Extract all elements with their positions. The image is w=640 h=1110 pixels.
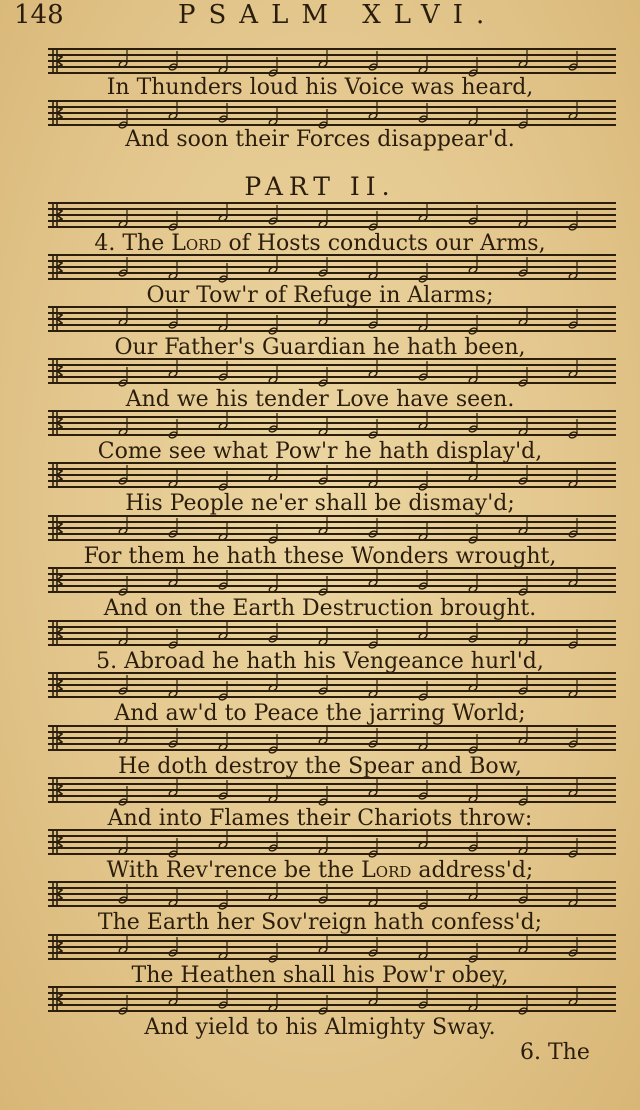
staff-line	[48, 789, 616, 791]
music-note-icon	[518, 673, 530, 697]
music-note-icon	[418, 200, 430, 224]
lyric-line: He doth destroy the Spear and Bow,	[118, 754, 522, 779]
lyric-line: In Thunders loud his Voice was heard,	[106, 75, 534, 100]
lyric-line: And aw'd to Peace the jarring World;	[114, 701, 526, 726]
staff-line	[48, 737, 616, 739]
music-staff	[48, 202, 616, 228]
music-staff	[48, 725, 616, 751]
music-note-icon	[518, 206, 530, 230]
staff-line	[48, 106, 616, 108]
music-note-icon	[318, 414, 330, 438]
music-note-icon	[218, 310, 230, 334]
lord-small-caps: Lord	[171, 231, 222, 256]
music-note-icon	[268, 411, 280, 435]
music-note-icon	[418, 52, 430, 76]
staff-line	[48, 202, 616, 204]
music-note-icon	[218, 568, 230, 592]
music-note-icon	[418, 310, 430, 334]
staff-line	[48, 60, 616, 62]
staff-line	[48, 539, 616, 541]
lyric-text: address'd;	[411, 858, 534, 883]
staff-line	[48, 66, 616, 68]
music-note-icon	[468, 571, 480, 595]
staff-line	[48, 1010, 616, 1012]
music-note-icon	[118, 206, 130, 230]
music-note-icon	[468, 362, 480, 386]
lyric-line: And on the Earth Destruction brought.	[103, 596, 537, 621]
staff-line	[48, 801, 616, 803]
music-note-icon	[168, 935, 180, 959]
music-note-icon	[568, 258, 580, 282]
music-note-icon	[568, 935, 580, 959]
music-note-icon	[468, 830, 480, 854]
staff-line	[48, 678, 616, 680]
staff-line	[48, 690, 616, 692]
clef-icon	[51, 515, 63, 541]
staff-line	[48, 835, 616, 837]
staff-line	[48, 684, 616, 686]
music-note-icon	[568, 307, 580, 331]
clef-icon	[51, 100, 63, 126]
music-note-icon	[468, 104, 480, 128]
lyric-line: The Heathen shall his Pow'r obey,	[131, 963, 509, 988]
lyric-line: And soon their Forces disappear'd.	[125, 127, 515, 152]
music-note-icon	[368, 466, 380, 490]
clef-icon	[51, 620, 63, 646]
staff-line	[48, 626, 616, 628]
music-note-icon	[518, 463, 530, 487]
lyric-text: of Hosts conducts our Arms,	[221, 231, 546, 256]
music-staff	[48, 934, 616, 960]
music-note-icon	[218, 359, 230, 383]
music-note-icon	[168, 49, 180, 73]
lyric-text: With Rev'rence be the	[106, 858, 362, 883]
staff-line	[48, 416, 616, 418]
music-staff	[48, 515, 616, 541]
staff-line	[48, 958, 616, 960]
staff-line	[48, 214, 616, 216]
staff-line	[48, 118, 616, 120]
staff-line	[48, 638, 616, 640]
music-note-icon	[218, 52, 230, 76]
staff-line	[48, 474, 616, 476]
psalm-title: PSALM XLVI.	[178, 0, 498, 30]
staff-line	[48, 887, 616, 889]
staff-line	[48, 208, 616, 210]
music-note-icon	[418, 101, 430, 125]
music-note-icon	[418, 938, 430, 962]
staff-line	[48, 468, 616, 470]
music-note-icon	[568, 466, 580, 490]
music-note-icon	[418, 729, 430, 753]
staff-line	[48, 998, 616, 1000]
staff-line	[48, 946, 616, 948]
lyric-line	[0, 230, 640, 258]
music-note-icon	[418, 778, 430, 802]
lyric-line: And we his tender Love have seen.	[125, 387, 515, 412]
staff-line	[48, 278, 616, 280]
staff-line	[48, 382, 616, 384]
lyric-line	[0, 857, 640, 885]
music-note-icon	[568, 676, 580, 700]
staff-line	[48, 905, 616, 907]
music-note-icon	[268, 781, 280, 805]
lyric-line: Our Tow'r of Refuge in Alarms;	[146, 283, 494, 308]
music-note-icon	[218, 778, 230, 802]
staff-line	[48, 893, 616, 895]
lyric-line: Come see what Pow'r he hath display'd,	[97, 439, 543, 464]
music-note-icon	[118, 833, 130, 857]
music-note-icon	[168, 258, 180, 282]
music-staff	[48, 620, 616, 646]
lyric-line: 5. Abroad he hath his Vengeance hurl'd,	[96, 649, 544, 674]
music-note-icon	[568, 49, 580, 73]
music-note-icon	[568, 726, 580, 750]
staff-line	[48, 428, 616, 430]
lyric-text: 4. The	[94, 231, 172, 256]
staff-line	[48, 743, 616, 745]
music-note-icon	[118, 255, 130, 279]
music-note-icon	[318, 255, 330, 279]
music-note-icon	[368, 885, 380, 909]
staff-line	[48, 422, 616, 424]
lyric-line: And yield to his Almighty Sway.	[144, 1015, 496, 1040]
music-note-icon	[168, 726, 180, 750]
staff-line	[48, 585, 616, 587]
staff-line	[48, 847, 616, 849]
music-note-icon	[468, 621, 480, 645]
staff-line	[48, 364, 616, 366]
music-note-icon	[518, 624, 530, 648]
staff-line	[48, 573, 616, 575]
staff-line	[48, 312, 616, 314]
music-note-icon	[268, 990, 280, 1014]
music-note-icon	[268, 830, 280, 854]
music-note-icon	[468, 990, 480, 1014]
music-note-icon	[268, 362, 280, 386]
catchword: 6. The	[520, 1040, 590, 1065]
music-note-icon	[518, 414, 530, 438]
staff-line	[48, 54, 616, 56]
staff-line	[48, 226, 616, 228]
music-note-icon	[368, 676, 380, 700]
music-note-icon	[318, 463, 330, 487]
staff-line	[48, 330, 616, 332]
music-note-icon	[468, 411, 480, 435]
music-note-icon	[368, 49, 380, 73]
staff-line	[48, 853, 616, 855]
music-note-icon	[318, 673, 330, 697]
music-note-icon	[568, 885, 580, 909]
music-note-icon	[118, 882, 130, 906]
staff-line	[48, 783, 616, 785]
music-note-icon	[418, 519, 430, 543]
music-note-icon	[218, 729, 230, 753]
music-note-icon	[418, 568, 430, 592]
music-note-icon	[368, 516, 380, 540]
music-note-icon	[168, 516, 180, 540]
staff-line	[48, 591, 616, 593]
staff-line	[48, 376, 616, 378]
lyric-line: For them he hath these Wonders wrought,	[83, 544, 557, 569]
staff-line	[48, 533, 616, 535]
music-note-icon	[268, 621, 280, 645]
staff-line	[48, 952, 616, 954]
staff-line	[48, 841, 616, 843]
music-note-icon	[318, 624, 330, 648]
music-note-icon	[318, 46, 330, 70]
music-note-icon	[268, 203, 280, 227]
music-note-icon	[368, 258, 380, 282]
lyric-line: His People ne'er shall be dismay'd;	[125, 491, 515, 516]
clef-icon	[51, 725, 63, 751]
music-note-icon	[218, 938, 230, 962]
staff-line	[48, 795, 616, 797]
music-note-icon	[118, 673, 130, 697]
lyric-line: Our Father's Guardian he hath been,	[114, 335, 526, 360]
staff-line	[48, 434, 616, 436]
staff-line	[48, 370, 616, 372]
music-note-icon	[118, 624, 130, 648]
music-note-icon	[218, 519, 230, 543]
music-note-icon	[518, 255, 530, 279]
staff-line	[48, 486, 616, 488]
staff-line	[48, 899, 616, 901]
music-staff	[48, 48, 616, 74]
page-number: 148	[14, 0, 64, 30]
music-note-icon	[168, 466, 180, 490]
music-note-icon	[418, 987, 430, 1011]
staff-line	[48, 260, 616, 262]
music-note-icon	[518, 46, 530, 70]
music-note-icon	[368, 935, 380, 959]
staff-line	[48, 992, 616, 994]
music-note-icon	[318, 833, 330, 857]
music-staff	[48, 100, 616, 126]
clef-icon	[51, 48, 63, 74]
staff-line	[48, 644, 616, 646]
music-note-icon	[368, 307, 380, 331]
music-note-icon	[118, 463, 130, 487]
staff-line	[48, 112, 616, 114]
music-note-icon	[318, 882, 330, 906]
staff-line	[48, 266, 616, 268]
staff-line	[48, 272, 616, 274]
part-heading: PART II.	[244, 172, 396, 201]
staff-line	[48, 749, 616, 751]
music-note-icon	[418, 359, 430, 383]
music-note-icon	[218, 987, 230, 1011]
staff-line	[48, 48, 616, 50]
music-note-icon	[118, 46, 130, 70]
music-note-icon	[218, 200, 230, 224]
music-note-icon	[368, 726, 380, 750]
music-note-icon	[268, 571, 280, 595]
staff-line	[48, 324, 616, 326]
music-note-icon	[118, 414, 130, 438]
staff-line	[48, 521, 616, 523]
lyric-line: The Earth her Sov'reign hath confess'd;	[97, 910, 543, 935]
clef-icon	[51, 934, 63, 960]
music-note-icon	[518, 833, 530, 857]
staff-line	[48, 1004, 616, 1006]
staff-line	[48, 579, 616, 581]
music-note-icon	[268, 104, 280, 128]
music-note-icon	[218, 101, 230, 125]
staff-line	[48, 480, 616, 482]
staff-line	[48, 696, 616, 698]
music-note-icon	[468, 781, 480, 805]
staff-line	[48, 940, 616, 942]
lord-small-caps: Lord	[361, 858, 412, 883]
music-note-icon	[168, 307, 180, 331]
music-note-icon	[568, 516, 580, 540]
music-note-icon	[318, 206, 330, 230]
staff-line	[48, 220, 616, 222]
music-note-icon	[168, 676, 180, 700]
clef-icon	[51, 202, 63, 228]
music-note-icon	[468, 203, 480, 227]
music-note-icon	[168, 885, 180, 909]
lyric-line: And into Flames their Chariots throw:	[107, 806, 533, 831]
staff-line	[48, 318, 616, 320]
music-note-icon	[518, 882, 530, 906]
staff-line	[48, 527, 616, 529]
staff-line	[48, 632, 616, 634]
staff-line	[48, 731, 616, 733]
